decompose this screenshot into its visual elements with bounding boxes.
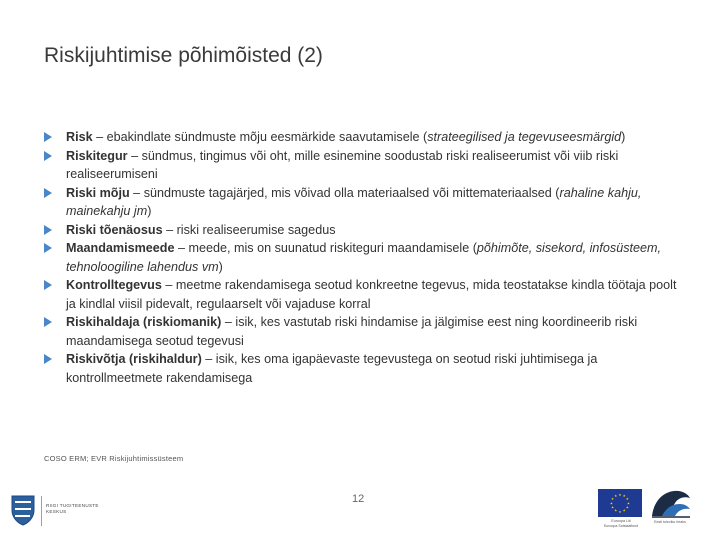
item-separator: – bbox=[201, 352, 216, 366]
list-item bbox=[44, 221, 684, 240]
eu-star-icon: ★ bbox=[614, 508, 618, 513]
item-separator: – bbox=[161, 278, 176, 292]
item-tail: ) bbox=[147, 204, 152, 218]
eu-star-icon: ★ bbox=[622, 508, 626, 513]
item-text: sündmuste tagajärjed, mis võivad olla materiaalsed või mittemateriaalsed ( bbox=[143, 185, 560, 200]
item-separator: – bbox=[174, 241, 189, 255]
eu-caption-line1: Euroopa Liit bbox=[611, 519, 631, 523]
bullet-triangle-icon bbox=[44, 317, 52, 327]
item-separator: – bbox=[92, 130, 107, 144]
item-italic: strateegilised ja tegevuseesmärgid bbox=[427, 130, 622, 144]
list-item bbox=[44, 239, 684, 276]
list-item bbox=[44, 313, 684, 350]
item-separator: – bbox=[221, 315, 236, 329]
bullet-triangle-icon bbox=[44, 132, 52, 142]
eu-star-icon: ★ bbox=[618, 492, 622, 497]
slide-title: Riskijuhtimise põhimõisted (2) bbox=[44, 44, 323, 67]
item-text: sündmus, tingimus või oht, mille esinemine soodustab riski realiseerumist või viib riski realiseerumiseni bbox=[66, 148, 619, 181]
eu-star-icon: ★ bbox=[625, 497, 629, 502]
item-tail: ) bbox=[218, 259, 223, 274]
item-term: Riskihaldaja (riskiomanik) bbox=[66, 315, 222, 329]
eu-star-icon: ★ bbox=[618, 509, 622, 514]
source-note: COSO ERM; EVR Riskijuhtimissüsteem bbox=[44, 454, 184, 463]
item-term: Riski tõenäosus bbox=[66, 222, 163, 237]
eu-logo-caption bbox=[598, 519, 644, 528]
item-separator: – bbox=[129, 185, 144, 200]
eu-star-icon: ★ bbox=[611, 505, 615, 510]
eu-star-icon: ★ bbox=[626, 501, 631, 506]
item-text: ebakindlate sündmuste mõju eesmärkide saavutamisele ( bbox=[106, 130, 428, 144]
page-number: 12 bbox=[352, 493, 365, 505]
eu-star-icon: ★ bbox=[625, 505, 629, 510]
item-text: isik, kes vastutab riski hindamise ja jälgimise eest ning koordineerib riski maandamisega seotud tegevusi bbox=[66, 315, 638, 348]
item-italic: põhimõte, sisekord, infosüsteem, tehnoloogiline lahendus vm bbox=[66, 241, 662, 274]
bullet-triangle-icon bbox=[44, 280, 52, 290]
list-item bbox=[44, 276, 684, 313]
item-text: meede, mis on suunatud riskiteguri maandamisele ( bbox=[188, 241, 477, 255]
rtk-logo-line2: KESKUS bbox=[46, 509, 67, 514]
item-text: riski realiseerumise sagedus bbox=[176, 222, 336, 237]
bullet-triangle-icon bbox=[44, 354, 52, 364]
edu-logo-caption: Eesti tuleviku heaks bbox=[654, 520, 686, 524]
item-text: meetme rakendamisega seotud konkreetne tegevus, mida teostatakse kindla töötaja poolt ja kindlal viisil pidevalt, regulaarselt või vajaduse korral bbox=[66, 278, 677, 311]
bullet-triangle-icon bbox=[44, 225, 52, 235]
item-term: Maandamismeede bbox=[66, 241, 175, 255]
item-term: Kontrolltegevus bbox=[66, 278, 162, 292]
rtk-logo-line1: RIIGI TUGITEENUSTE bbox=[46, 503, 99, 508]
list-item bbox=[44, 128, 684, 147]
eu-star-icon: ★ bbox=[614, 493, 618, 498]
swallow-emblem-icon bbox=[648, 486, 692, 520]
rtk-logo-text bbox=[46, 503, 99, 515]
eu-star-icon: ★ bbox=[622, 493, 626, 498]
item-separator: – bbox=[162, 222, 177, 237]
item-italic: rahaline kahju, mainekahju jm bbox=[66, 185, 642, 218]
estonian-coat-of-arms-icon bbox=[10, 494, 36, 526]
definition-list bbox=[44, 128, 684, 387]
list-item bbox=[44, 147, 684, 184]
eu-caption-line2: Euroopa Sotsiaalfond bbox=[603, 523, 639, 528]
list-item bbox=[44, 184, 684, 221]
item-term: Riski mõju bbox=[66, 185, 130, 200]
logo-divider bbox=[41, 496, 42, 526]
bullet-triangle-icon bbox=[44, 243, 52, 253]
bullet-triangle-icon bbox=[44, 188, 52, 198]
item-tail: ) bbox=[621, 130, 626, 144]
eu-logo bbox=[598, 489, 644, 529]
eesti-tuleviku-heaks-logo bbox=[648, 486, 692, 530]
item-term: Riskivõtja (riskihaldur) bbox=[66, 352, 202, 366]
eu-flag-icon bbox=[598, 489, 642, 517]
rtk-logo bbox=[10, 494, 120, 528]
item-separator: – bbox=[127, 148, 142, 163]
eu-star-icon: ★ bbox=[611, 497, 615, 502]
list-item bbox=[44, 350, 684, 387]
item-term: Riskitegur bbox=[66, 148, 128, 163]
bullet-triangle-icon bbox=[44, 151, 52, 161]
item-term: Risk bbox=[66, 130, 93, 144]
eu-star-icon: ★ bbox=[609, 501, 614, 506]
item-text: isik, kes oma igapäevaste tegevustega on seotud riski juhtimisega ja kontrollmeetmete rakendamisega bbox=[66, 352, 598, 385]
